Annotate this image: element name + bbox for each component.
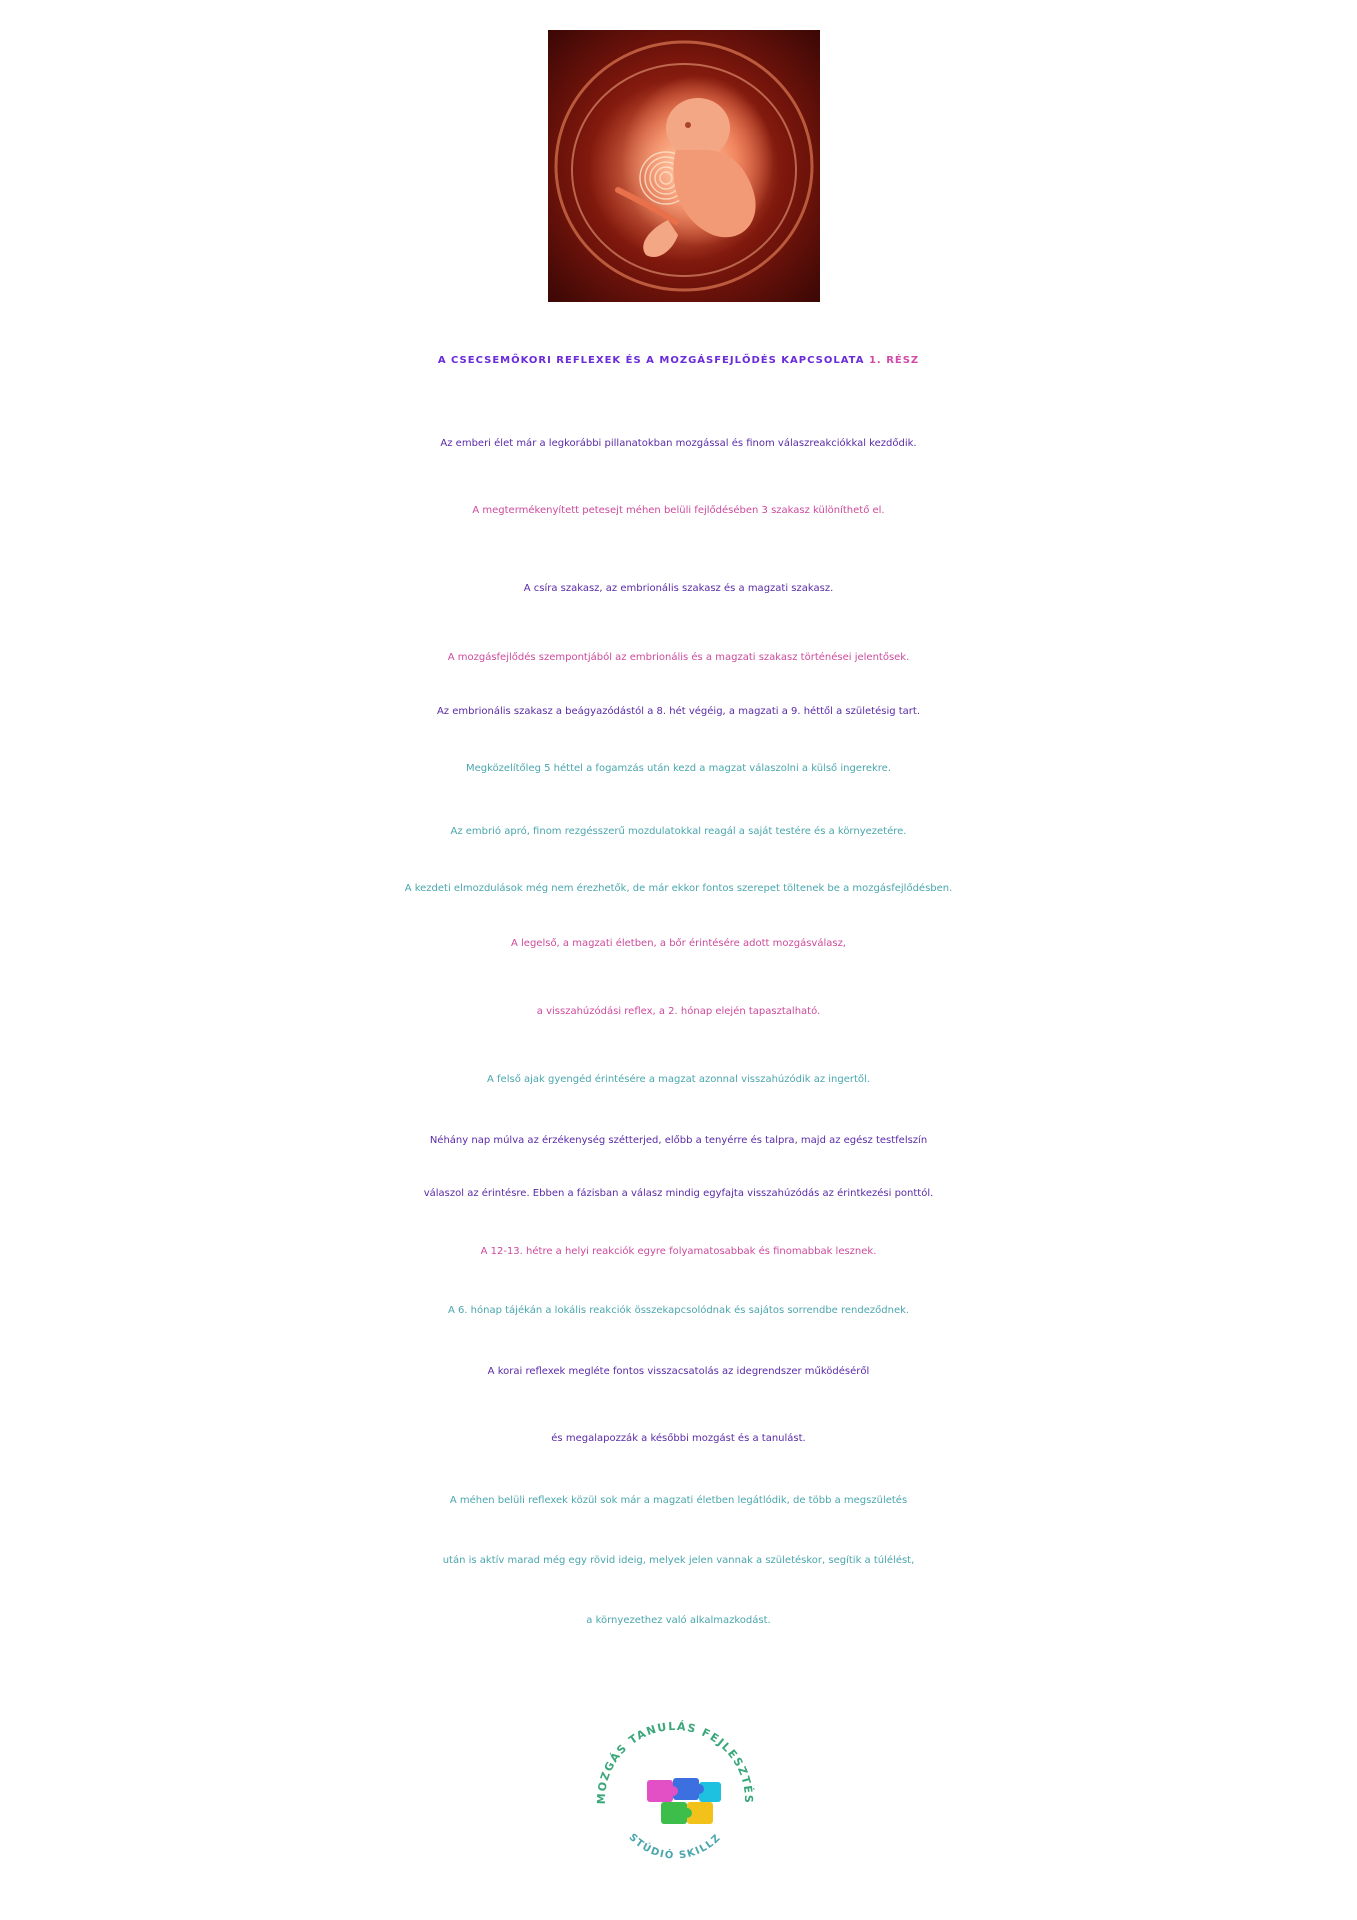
paragraph-line: A kezdeti elmozdulások még nem érezhetők, de már ekkor fontos szerepet töltenek be a mozgásfejlődésben.: [404, 883, 953, 894]
paragraph-line: a környezethez való alkalmazkodást.: [586, 1615, 771, 1626]
studio-logo: [575, 1690, 775, 1890]
paragraph-line: A legelső, a magzati életben, a bőr érintésére adott mozgásválasz,: [511, 938, 846, 949]
svg-text:STÚDIÓ SKILLZ: [626, 1832, 723, 1862]
paragraph-line: Néhány nap múlva az érzékenység szétterjed, előbb a tenyérre és talpra, majd az egész testfelszín: [429, 1135, 928, 1146]
paragraph-line: A megtermékenyített petesejt méhen belüli fejlődésében 3 szakasz különíthető el.: [472, 505, 885, 516]
puzzle-logo-icon: [575, 1690, 775, 1890]
paragraph-line: A mozgásfejlődés szempontjából az embrionális és a magzati szakasz történései jelentősek.: [447, 652, 910, 663]
title-part: 1. RÉSZ: [868, 355, 920, 366]
paragraph-line: A felső ajak gyengéd érintésére a magzat azonnal visszahúzódik az ingertől.: [487, 1074, 870, 1085]
paragraph-line: Az embrionális szakasz a beágyazódástól a 8. hét végéig, a magzati a 9. héttől a születésig tart.: [436, 706, 921, 717]
paragraph-line: a visszahúzódási reflex, a 2. hónap elején tapasztalható.: [536, 1006, 821, 1017]
puzzle-pieces-icon: [647, 1778, 721, 1824]
fetus-illustration-graphic: [548, 30, 820, 302]
logo-arc-text: MOZGÁS TANULÁS FEJLESZTÉS: [594, 1719, 756, 1805]
paragraph-line: A 12-13. hétre a helyi reakciók egyre folyamatosabbak és finomabbak lesznek.: [480, 1246, 877, 1257]
paragraph-line: válaszol az érintésre. Ebben a fázisban a válasz mindig egyfajta visszahúzódás az érintkezési ponttól.: [423, 1188, 934, 1199]
paragraph-line: után is aktív marad még egy rövid ideig, melyek jelen vannak a születéskor, segítik a túlélést,: [442, 1555, 915, 1566]
logo-bottom-text: STÚDIÓ SKILLZ: [626, 1831, 724, 1862]
title-main: A CSECSEMŐKORI REFLEXEK ÉS A MOZGÁSFEJLŐDÉS KAPCSOLATA: [437, 355, 865, 366]
paragraph-line: Az embrió apró, finom rezgésszerű mozdulatokkal reagál a saját testére és a környezetére.: [450, 826, 907, 837]
paragraph-line: A csíra szakasz, az embrionális szakasz és a magzati szakasz.: [523, 583, 834, 594]
page-title: [0, 355, 1357, 366]
paragraph-line: Megközelítőleg 5 héttel a fogamzás után kezd a magzat válaszolni a külső ingerekre.: [466, 763, 891, 774]
paragraph-line: A korai reflexek megléte fontos visszacsatolás az idegrendszer működéséről: [487, 1366, 870, 1377]
paragraph-line: és megalapozzák a későbbi mozgást és a tanulást.: [551, 1433, 806, 1444]
paragraph-line: Az emberi élet már a legkorábbi pillanatokban mozgással és finom válaszreakciókkal kezdődik.: [440, 438, 917, 449]
paragraph-line: A méhen belüli reflexek közül sok már a magzati életben legátlódik, de több a megszületés: [449, 1495, 908, 1506]
fetus-illustration: [548, 30, 820, 302]
paragraph-line: A 6. hónap tájékán a lokális reakciók összekapcsolódnak és sajátos sorrendbe rendeződnek.: [447, 1305, 910, 1316]
